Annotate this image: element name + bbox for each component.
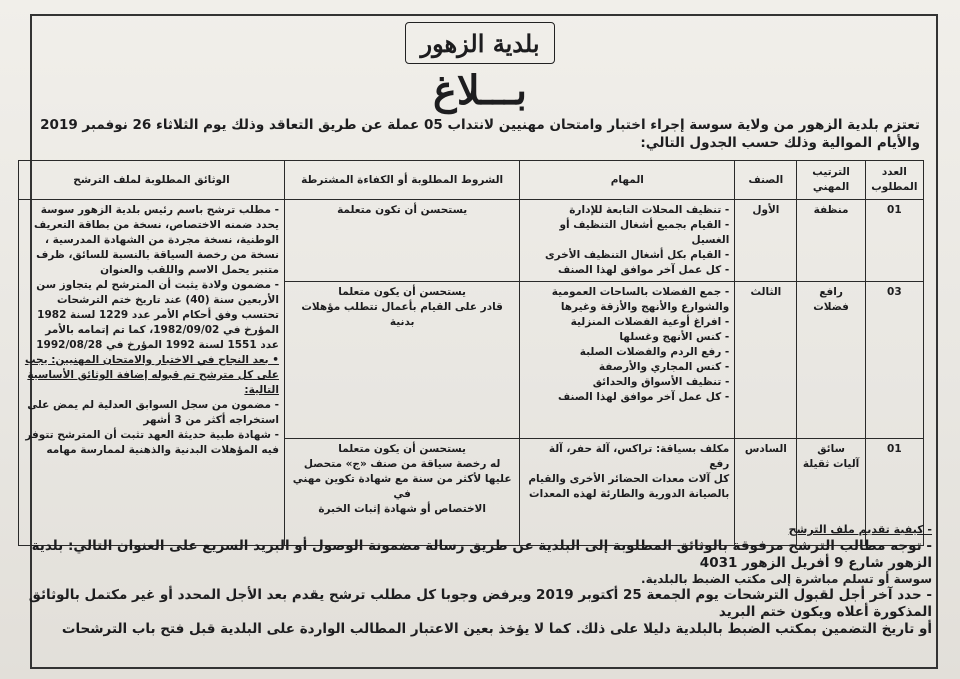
task-line: - كنس الأنهج وغسلها [619,331,730,343]
task-line: - تنظيف المحلات التابعة للإدارة [569,204,730,216]
header-conditions: الشروط المطلوبة أو الكفاءة المشترطة [284,161,519,200]
task-line: مكلف بسياقة: تراكس، آلة حفر، آلة رفع [548,443,730,470]
condition-line: قادر على القيام بأعمال تتطلب مؤهلات بدنية [301,301,503,328]
header-count: العدد المطلوب [865,161,923,200]
document-item: - شهادة طبية حديثة العهد تثبت أن المترشح تتوفر فيه المؤهلات البدنية والذهنية لممارسة مهامه [25,429,279,456]
task-line: - القيام بجميع أشغال التنظيف أو الغسيل [559,219,730,246]
task-line: - كنس المجاري والأرصفة [598,361,730,373]
intro-paragraph: تعتزم بلدية الزهور من ولاية سوسة إجراء اختبار وامتحان مهنيين لانتداب 05 عملة عن طريق التعاقد وذلك يوم الثلاثاء 26 نوفمبر 2019 والأيام الموالية وذلك حسب الجدول التالي: [40,117,920,151]
header-tasks: المهام [520,161,735,200]
cell-conditions [284,200,519,282]
notes-line: سوسة أو تسلم مباشرة إلى مكتب الضبط بالبلدية. [641,571,932,586]
notes-line: أو تاريخ التضمين بمكتب الضبط بالبلدية دليلا على ذلك. كما لا يؤخذ بعين الاعتبار المطالب الواردة على البلدية قبل فتح باب الترشحات [61,621,932,637]
cell-tasks [520,282,735,439]
cell-rank: سائق آليات ثقيلة [797,439,865,546]
submission-notes [22,522,932,638]
notes-line: - حدد آخر أجل لقبول الترشحات يوم الجمعة 25 أكتوبر 2019 ويرفض وجوبا كل مطلب ترشح يقدم بعد الأجل المحدد أو غير مكتمل بالوثائق المذكورة أعلاه ويكون ختم البريد [28,587,932,620]
task-line: والشوارع والأنهج والأزقة وغيرها [560,301,730,313]
notes-heading: - كيفية تقديم ملف الترشح [788,523,932,536]
cell-documents [19,200,285,546]
condition-line: يستحسن أن يكون متعلما [338,286,466,298]
condition-line: عليها لأكثر من سنة مع شهادة تكوين مهني في [292,473,512,500]
municipality-title: بلدية الزهور [405,22,555,64]
header-documents: الوثائق المطلوبة لملف الترشح [19,161,285,200]
task-line: - كل عمل آخر موافق لهذا الصنف [558,264,730,276]
cell-count: 03 [865,282,923,439]
notice-heading: بـــلاغ [432,67,528,114]
task-line: كل آلات معدات الحضائر الأخرى والقيام [528,473,730,485]
header-rank: الترتيب المهني [797,161,865,200]
cell-category: الثالث [735,282,797,439]
task-line: بالصيانة الدورية والطارئة لهذه المعدات [529,488,730,500]
condition-line: له رخصة سياقة من صنف «ج» متحصل [303,458,501,470]
header-category: الصنف [735,161,797,200]
cell-category: السادس [735,439,797,546]
table-header-row [19,161,924,200]
task-line: - افراغ أوعية الفضلات المنزلية [570,316,730,328]
condition-line: الاختصاص أو شهادة إثبات الخبرة [318,503,486,515]
task-line: - كل عمل آخر موافق لهذا الصنف [558,391,730,403]
recruitment-table [18,160,924,546]
cell-count: 01 [865,439,923,546]
document-item: - مضمون من سجل السوابق العدلية لم يمض على استخراجه أكثر من 3 أشهر [27,399,279,426]
document-item: - مضمون ولادة يثبت أن المترشح لم يتجاوز سن الأربعين سنة (40) عند تاريخ ختم الترشحات تحتسب وفق أحكام الأمر عدد 1229 لسنة 1982 المؤرخ في 1982/09/02، كما تم إتمامه بالأمر عدد 1551 لسنة 1992 المؤرخ في 1992/08/28 [36,279,279,351]
table-row [19,200,924,282]
cell-tasks [520,200,735,282]
task-line: - القيام بكل أشغال التنظيف الأخرى [545,249,730,261]
task-line: - رفع الردم والفضلات الصلبة [579,346,730,358]
condition-line: يستحسن أن يكون متعلما [338,443,466,455]
cell-category: الأول [735,200,797,282]
cell-count: 01 [865,200,923,282]
cell-conditions [284,282,519,439]
cell-rank: رافع فضلات [797,282,865,439]
document-item: • بعد النجاح في الاختبار والامتحان المهنيين: يجب على كل مترشح تم قبوله إضافة الوثائق الأساسية التالية: [24,354,279,396]
cell-rank: منظفة [797,200,865,282]
document-item: - مطلب ترشح باسم رئيس بلدية الزهور سوسة يحدد ضمنه الاختصاص، نسخة من بطاقة التعريف الوطنية، نسخة مجردة من الشهادة المدرسية ، نسخة من رخصة السياقة بالنسبة للسائق، ظرف متنبر يحمل الاسم واللقب والعنوان [33,204,279,276]
notes-line: - توجه مطالب الترشح مرفوقة بالوثائق المطلوبة إلى البلدية عن طريق رسالة مضمونة الوصول أو البريد السريع على العنوان التالي: بلدية الزهور شارع 9 أفريل الزهور 4031 [31,537,932,571]
condition-line: يستحسن أن تكون متعلمة [337,204,468,216]
task-line: - جمع الفضلات بالساحات العمومية [551,286,730,298]
task-line: - تنظيف الأسواق والحدائق [592,376,730,388]
